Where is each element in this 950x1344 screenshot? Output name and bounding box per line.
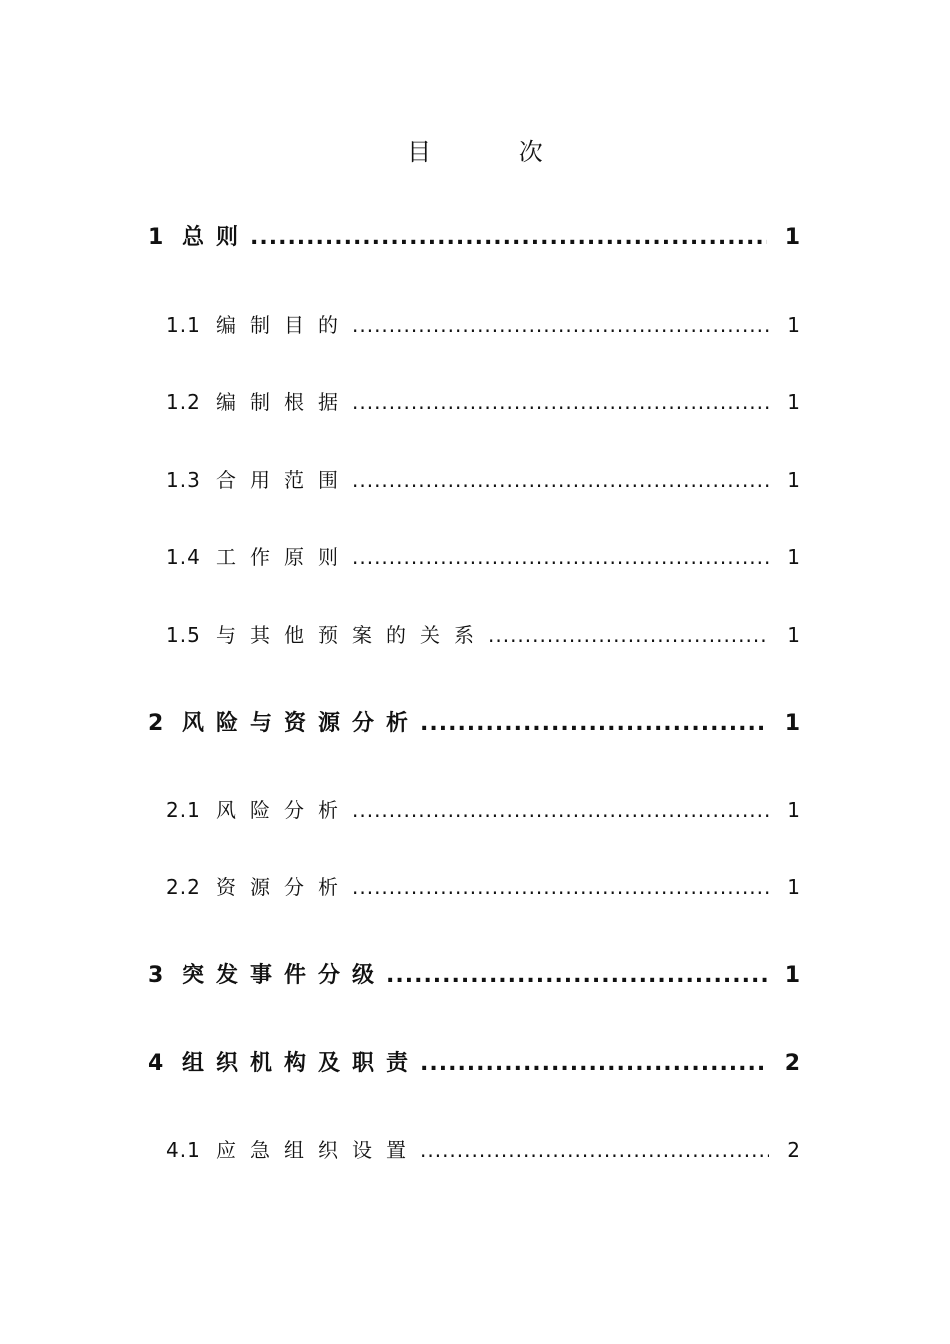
toc-entry-number: 2.1 <box>166 798 201 822</box>
toc-entry-title: 资源分析 <box>216 875 352 899</box>
toc-entry-number: 2 <box>148 711 164 736</box>
toc-entry[interactable] <box>166 794 800 823</box>
toc-entry-page: 1 <box>784 963 800 988</box>
toc-entry[interactable] <box>166 386 800 415</box>
toc-entry-page: 1 <box>787 875 800 899</box>
toc-entry[interactable] <box>148 958 800 989</box>
toc-entry[interactable] <box>148 706 800 737</box>
toc-entry[interactable] <box>166 619 800 648</box>
toc-entry-page: 2 <box>787 1138 800 1162</box>
toc-entry-page: 1 <box>787 390 800 414</box>
toc-title: 目 次 <box>407 138 583 166</box>
toc-entry-number: 1.3 <box>166 468 201 492</box>
toc-leader-dots <box>250 225 767 250</box>
toc-leader-dots <box>352 468 769 492</box>
toc-entry-title: 与其他预案的关系 <box>216 623 488 647</box>
toc-leader-dots <box>488 623 769 647</box>
toc-entry-title: 风险分析 <box>216 798 352 822</box>
toc-entry-number: 1.1 <box>166 313 201 337</box>
toc-entry[interactable] <box>166 464 800 493</box>
toc-entry-number: 1.4 <box>166 545 201 569</box>
toc-entry[interactable] <box>148 1046 800 1077</box>
toc-entry[interactable] <box>166 309 800 338</box>
toc-entry-title: 合用范围 <box>216 468 352 492</box>
toc-entry-title: 总则 <box>182 225 251 250</box>
toc-entry-page: 1 <box>787 313 800 337</box>
toc-entry-number: 1.2 <box>166 390 201 414</box>
toc-entry-page: 1 <box>787 623 800 647</box>
toc-entry-page: 1 <box>787 545 800 569</box>
toc-entry-title: 组织机构及职责 <box>182 1051 421 1076</box>
toc-entry-number: 3 <box>148 963 164 988</box>
toc-entry-title: 风险与资源分析 <box>182 711 421 736</box>
toc-entry[interactable] <box>166 871 800 900</box>
toc-entry-page: 2 <box>784 1051 800 1076</box>
toc-leader-dots <box>352 390 769 414</box>
toc-entry-title: 突发事件分级 <box>182 963 387 988</box>
toc-entry-title: 工作原则 <box>216 545 352 569</box>
toc-leader-dots <box>386 963 767 988</box>
toc-leader-dots <box>352 875 769 899</box>
toc-leader-dots <box>352 313 769 337</box>
toc-entry[interactable] <box>166 1134 800 1163</box>
toc-entry-title: 应急组织设置 <box>216 1138 420 1162</box>
toc-leader-dots <box>420 1138 769 1162</box>
toc-entry-number: 4.1 <box>166 1138 201 1162</box>
toc-entry-page: 1 <box>787 798 800 822</box>
toc-entry-title: 编制根据 <box>216 390 352 414</box>
toc-entry-title: 编制目的 <box>216 313 352 337</box>
toc-leader-dots <box>352 798 769 822</box>
toc-leader-dots <box>420 711 767 736</box>
toc-entry-number: 2.2 <box>166 875 201 899</box>
toc-leader-dots <box>420 1051 767 1076</box>
toc-entry[interactable] <box>166 541 800 570</box>
toc-leader-dots <box>352 545 769 569</box>
toc-entry-page: 1 <box>787 468 800 492</box>
toc-entry-number: 1 <box>148 225 164 250</box>
toc-entry-page: 1 <box>784 225 800 250</box>
toc-entry[interactable] <box>148 220 800 251</box>
toc-entry-number: 1.5 <box>166 623 201 647</box>
toc-entry-page: 1 <box>784 711 800 736</box>
toc-entry-number: 4 <box>148 1051 164 1076</box>
